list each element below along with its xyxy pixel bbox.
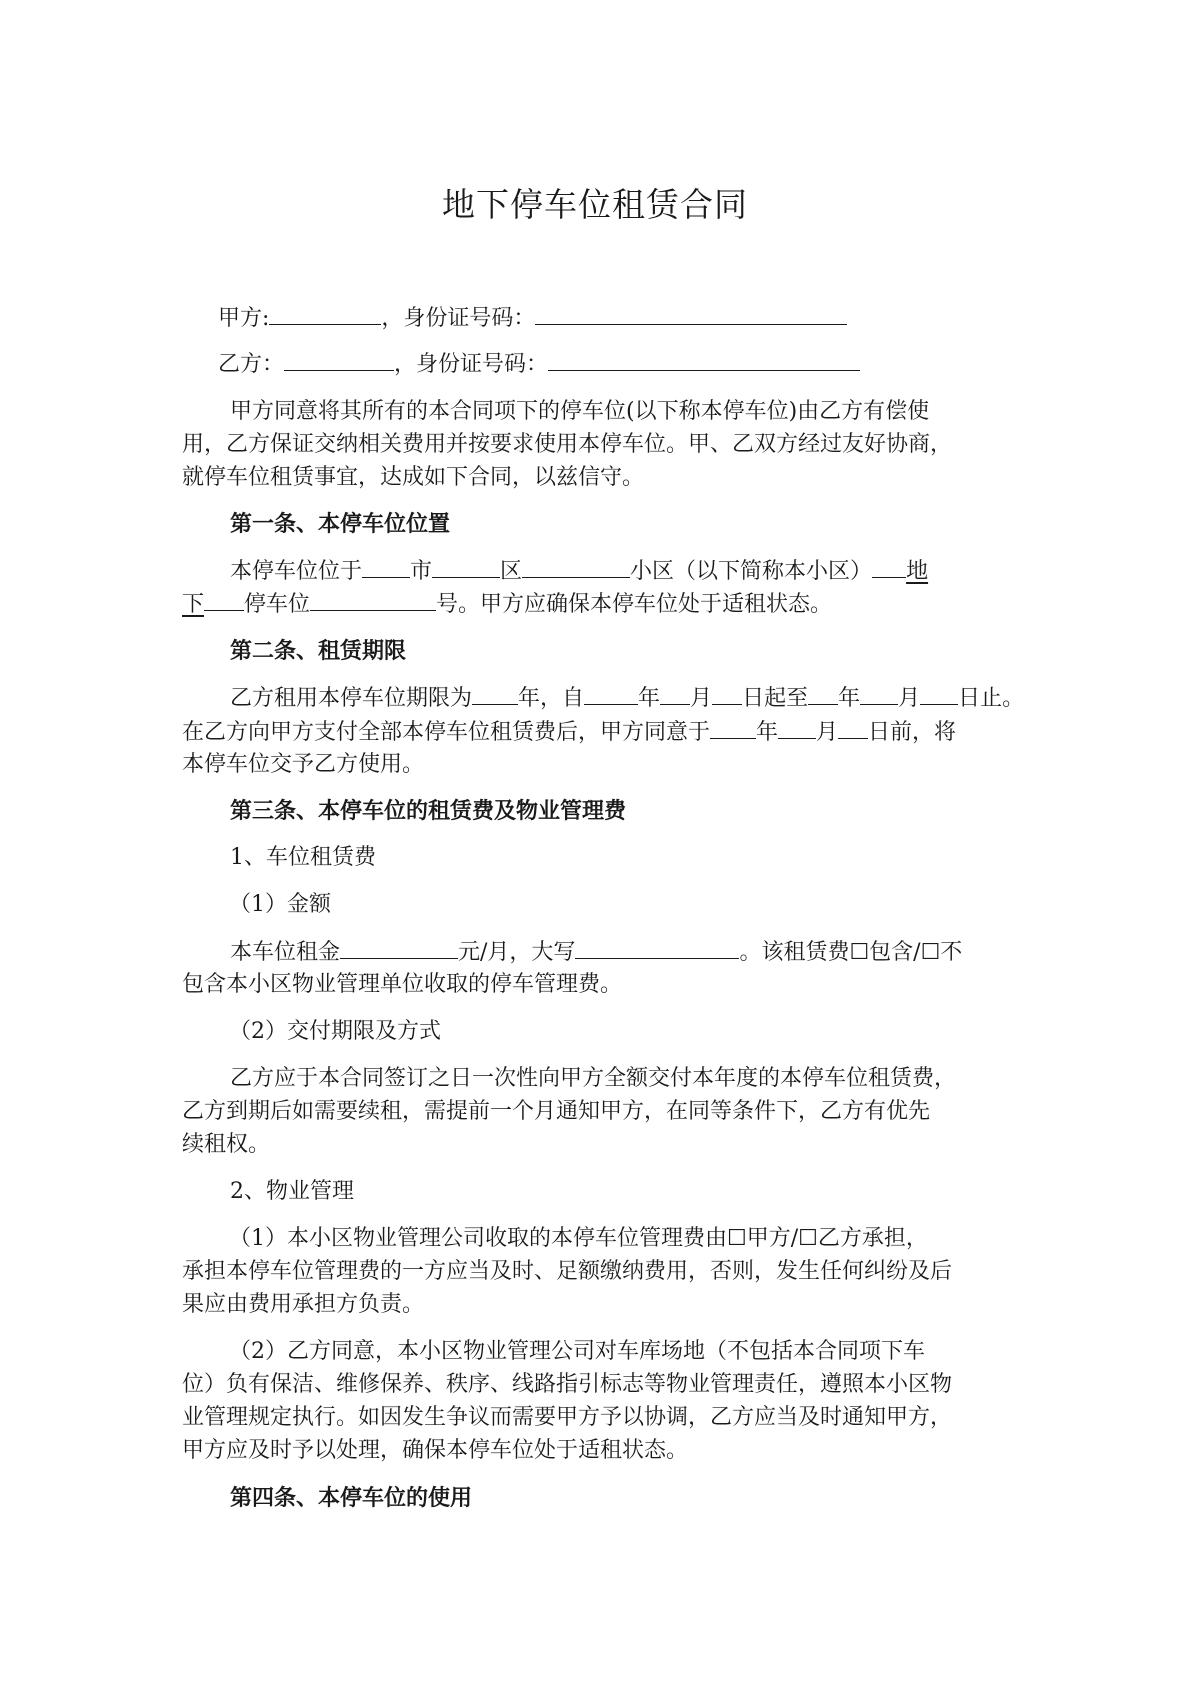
term-text: 年 [756,720,779,745]
article-3-heading: 第三条、本停车位的租赁费及物业管理费 [230,798,627,824]
start-day-blank [712,682,742,705]
community-blank [522,555,630,578]
community-label: 小区（以下简称本小区） [630,559,873,584]
rent-text: 本车位租金 [230,940,341,965]
section-rent-fee: 1、车位租赁费 [230,845,376,870]
party-b-line [218,348,1048,381]
location-line-2 [182,588,1012,621]
management-line: 承担本停车位管理费的一方应当及时、足额缴纳费用，否则，发生任何纠纷及后 [182,1259,953,1284]
location-text: 本停车位位于 [230,559,363,584]
handover-year-blank [710,716,756,739]
handover-month-blank [778,716,816,739]
level-blank-cont [204,588,244,611]
term-text: 月 [816,720,839,745]
term-text: 日止。 [958,686,1025,711]
rent-uppercase-blank [575,936,739,959]
management-line: 甲方应及时予以处理，确保本停车位处于适租状态。 [182,1438,689,1463]
term-text: 年 [838,686,861,711]
term-line-3: 本停车位交予乙方使用。 [182,752,425,777]
rent-text: 元/月，大写 [458,940,576,965]
term-text: 日起至 [742,686,809,711]
payment-line: 乙方到期后如需要续租，需提前一个月通知甲方，在同等条件下，乙方有优先 [182,1099,931,1124]
party-a-name-blank [269,302,381,325]
intro-line: 甲方同意将其所有的本合同项下的停车位(以下称本停车位)由乙方有偿使 [230,399,930,424]
handover-day-blank [838,716,868,739]
district-label: 区 [500,559,523,584]
section-property-management: 2、物业管理 [230,1179,354,1204]
party-a-line [218,302,1048,335]
intro-line: 用，乙方保证交纳相关费用并按要求使用本停车位。甲、乙双方经过友好协商， [182,432,953,457]
rent-line-2: 包含本小区物业管理单位收取的停车管理费。 [182,972,623,997]
rent-line [230,936,1060,969]
party-b-label: 乙方： [218,352,285,377]
term-text: 乙方租用本停车位期限为 [230,686,473,711]
location-text-end: 号。甲方应确保本停车位处于适租状态。 [436,592,833,617]
underground-label: 地 [906,559,929,584]
start-month-blank [660,682,690,705]
end-day-blank [920,682,958,705]
space-label: 停车位 [244,592,311,617]
term-line [230,682,1060,715]
term-text: 月 [690,686,713,711]
article-2-heading: 第二条、租赁期限 [230,638,407,664]
management-line: （2）乙方同意，本小区物业管理公司对车库场地（不包括本合同项下车 [229,1339,925,1364]
section-amount: （1）金额 [229,892,331,917]
party-a-label: 甲方: [218,306,270,331]
start-year-blank [584,682,638,705]
district-blank [432,555,500,578]
end-month-blank [860,682,898,705]
term-text: 月 [898,686,921,711]
city-label: 市 [410,559,433,584]
party-b-id-label: ，身份证号码： [394,352,549,377]
payment-line: 乙方应于本合同签订之日一次性向甲方全额交付本年度的本停车位租赁费， [230,1066,957,1091]
term-text: 日前，将 [868,720,957,745]
location-line [230,555,1060,588]
document-title: 地下停车位租赁合同 [442,185,748,224]
term-line-2 [182,716,1012,749]
management-line: （1）本小区物业管理公司收取的本停车位管理费由☐甲方/☐乙方承担， [229,1226,928,1251]
management-line: 果应由费用承担方负责。 [182,1292,425,1317]
party-b-name-blank [284,348,394,371]
article-1-heading: 第一条、本停车位位置 [230,511,451,537]
rent-amount-blank [340,936,458,959]
end-year-blank [808,682,838,705]
rent-text: 。该租赁费☐包含/☐不 [739,940,963,965]
term-text: 年，自 [518,686,585,711]
management-line: 业管理规定执行。如因发生争议而需要甲方予以协调，乙方应当及时通知甲方， [182,1405,953,1430]
party-a-id-blank [535,302,847,325]
term-text: 在乙方向甲方支付全部本停车位租赁费后，甲方同意于 [182,720,711,745]
term-years-blank [472,682,518,705]
payment-line: 续租权。 [182,1132,271,1157]
party-b-id-blank [548,348,860,371]
space-number-blank [310,588,436,611]
city-blank [362,555,410,578]
article-4-heading: 第四条、本停车位的使用 [230,1485,473,1511]
level-blank [872,555,906,578]
party-a-id-label: ，身份证号码： [381,306,536,331]
intro-line: 就停车位租赁事宜，达成如下合同，以兹信守。 [182,465,645,490]
management-line: 位）负有保洁、维修保养、秩序、线路指引标志等物业管理责任，遵照本小区物 [182,1372,953,1397]
underground-label-cont: 下 [182,592,205,617]
section-payment: （2）交付期限及方式 [229,1019,441,1044]
term-text: 年 [638,686,661,711]
